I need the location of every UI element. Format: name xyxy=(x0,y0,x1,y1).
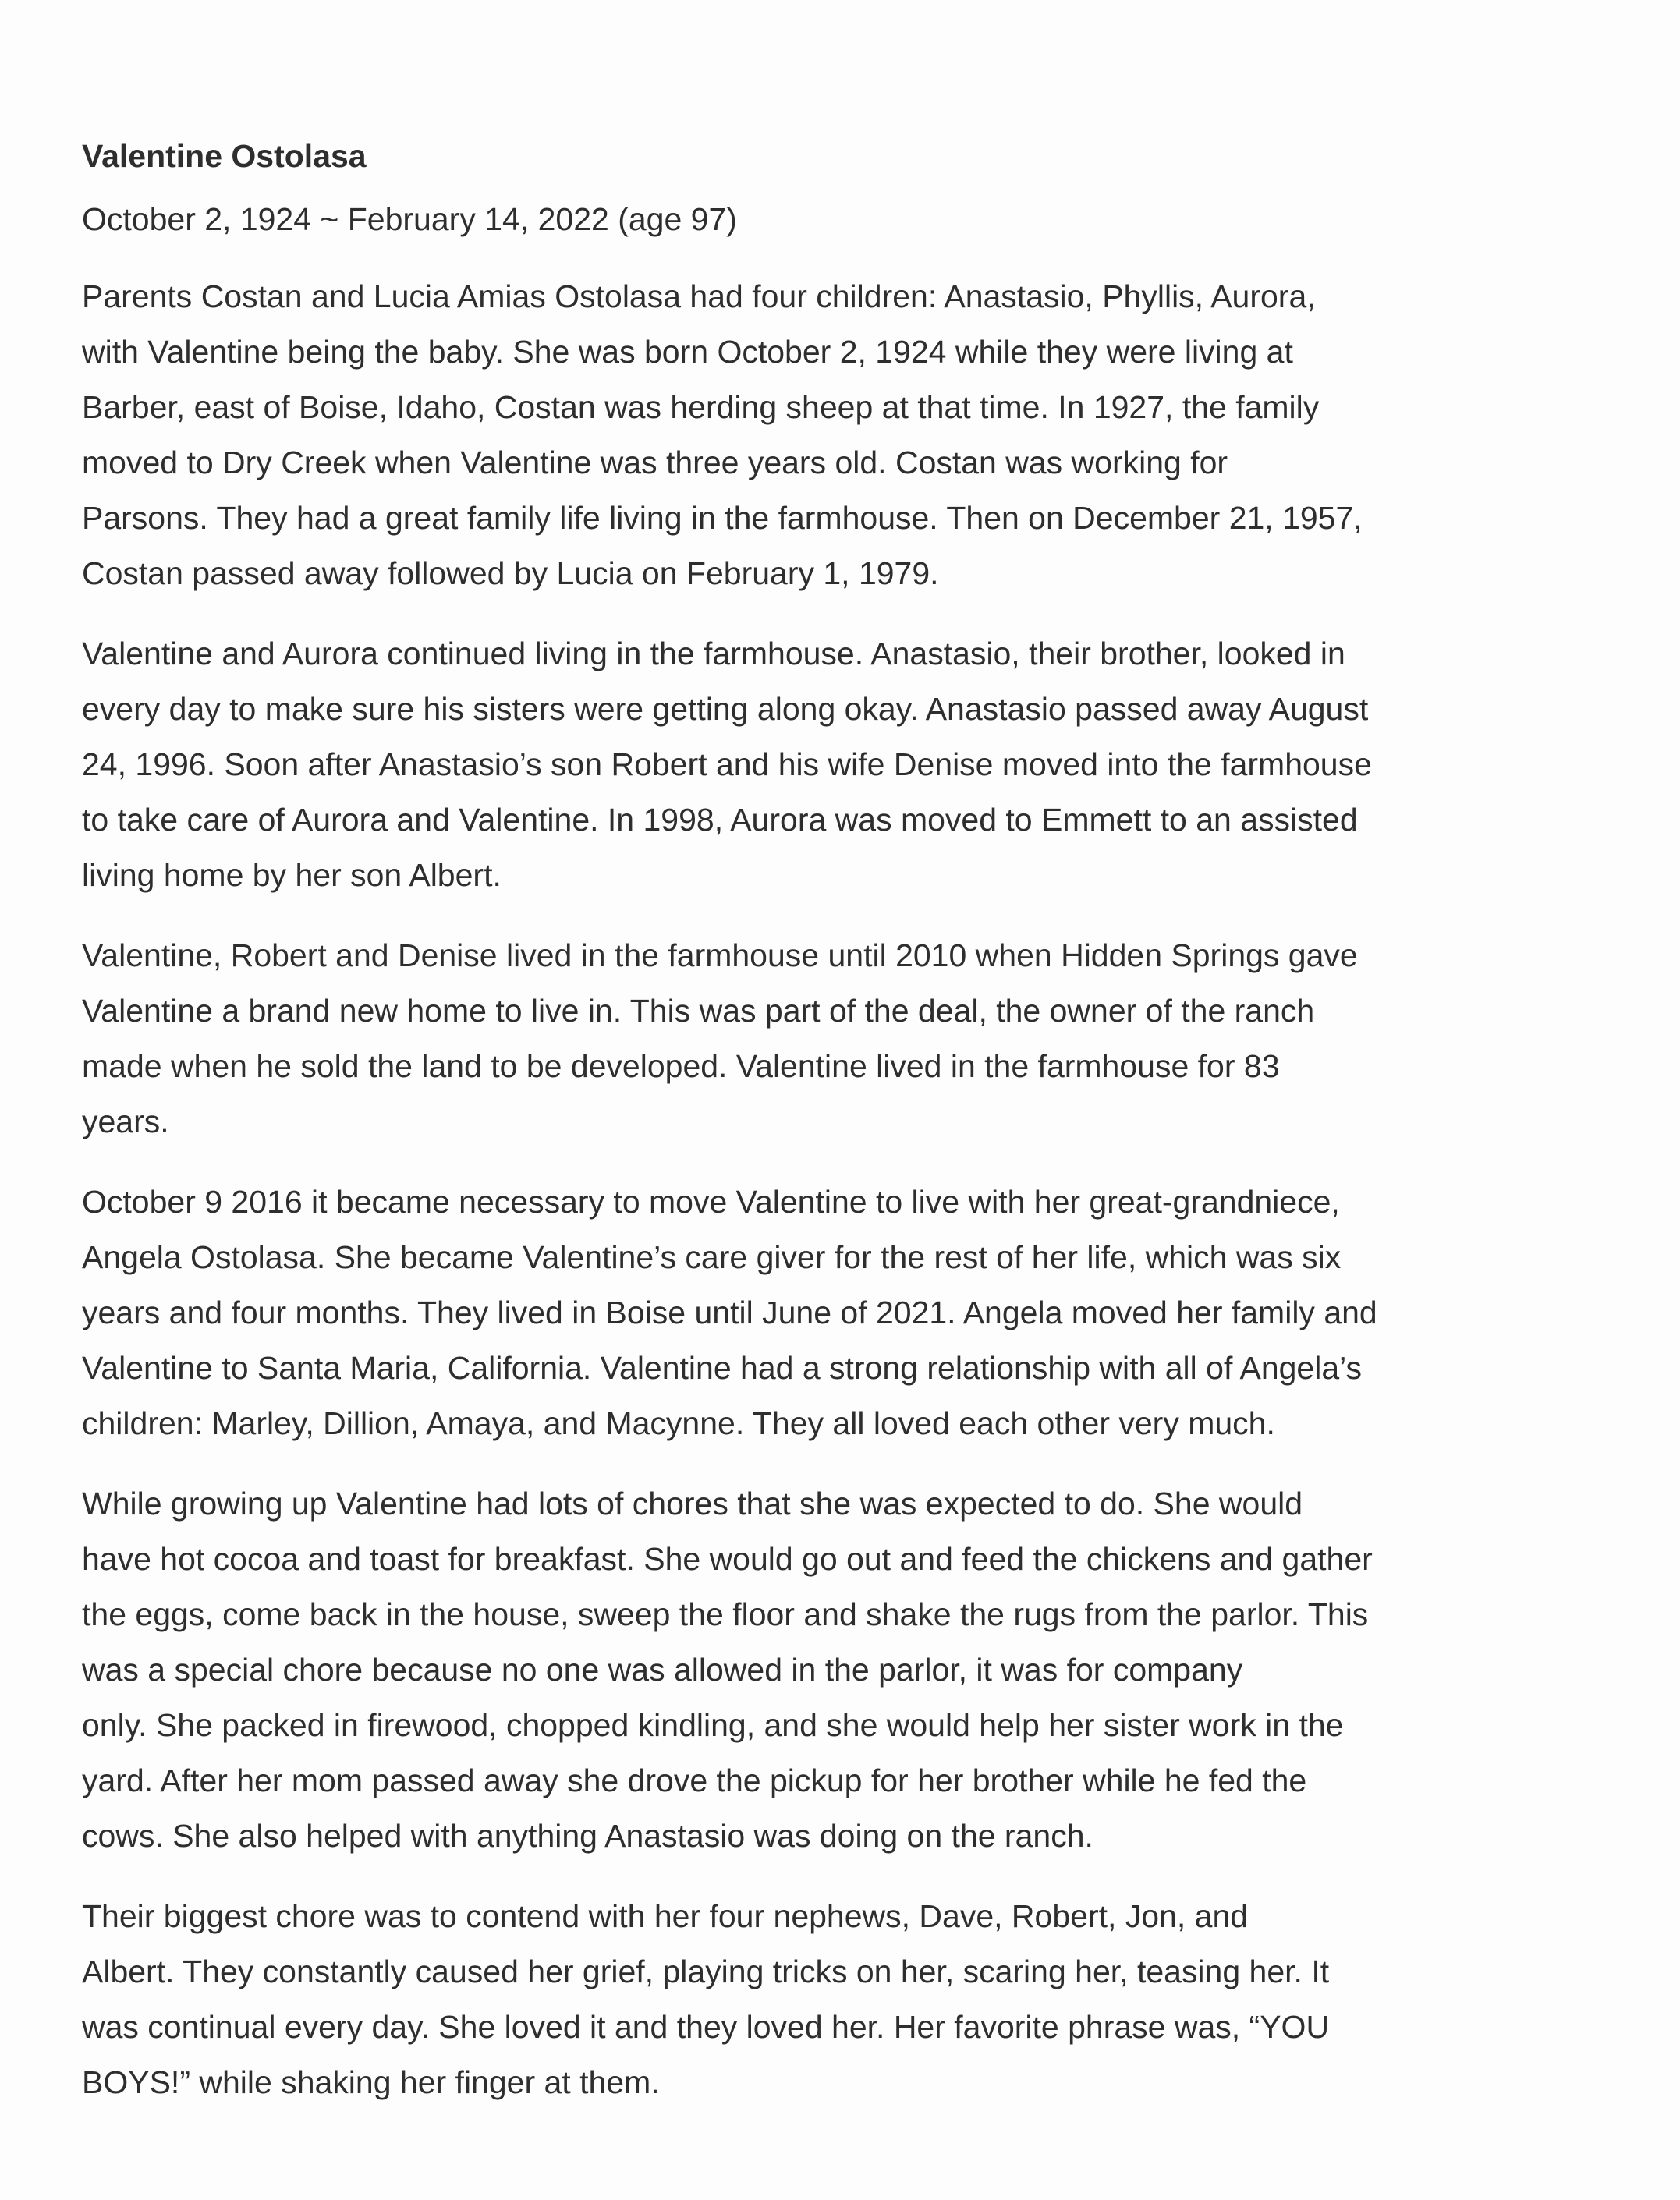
text-line: cows. She also helped with anything Anastasio was doing on the ranch. xyxy=(82,1818,1093,1854)
paragraph xyxy=(82,1889,1611,2110)
text-line: yard. After her mom passed away she drove the pickup for her brother while he fed the xyxy=(82,1762,1307,1798)
text-line: BOYS!” while shaking her finger at them. xyxy=(82,2064,660,2100)
text-line: years. xyxy=(82,1104,169,1139)
text-line: moved to Dry Creek when Valentine was three years old. Costan was working for xyxy=(82,445,1228,480)
paragraph xyxy=(82,626,1611,903)
text-line: the eggs, come back in the house, sweep the floor and shake the rugs from the parlor. This xyxy=(82,1596,1369,1632)
text-line: Angela Ostolasa. She became Valentine’s care giver for the rest of her life, which was six xyxy=(82,1239,1342,1275)
text-line: only. She packed in firewood, chopped kindling, and she would help her sister work in the xyxy=(82,1707,1344,1743)
text-line: Valentine a brand new home to live in. This was part of the deal, the owner of the ranch xyxy=(82,993,1315,1029)
text-line: made when he sold the land to be developed. Valentine lived in the farmhouse for 83 xyxy=(82,1048,1280,1084)
paragraph xyxy=(82,269,1611,601)
text-line: 24, 1996. Soon after Anastasio’s son Robert and his wife Denise moved into the farmhouse xyxy=(82,746,1372,782)
text-line: Valentine, Robert and Denise lived in the farmhouse until 2010 when Hidden Springs gave xyxy=(82,937,1358,973)
text-line: While growing up Valentine had lots of chores that she was expected to do. She would xyxy=(82,1486,1303,1522)
text-line: Barber, east of Boise, Idaho, Costan was herding sheep at that time. In 1927, the family xyxy=(82,389,1320,425)
text-line: Parsons. They had a great family life living in the farmhouse. Then on December 21, 1957, xyxy=(82,500,1363,536)
text-line: Albert. They constantly caused her grief, playing tricks on her, scaring her, teasing her. It xyxy=(82,1954,1330,1989)
text-line: every day to make sure his sisters were getting along okay. Anastasio passed away August xyxy=(82,691,1369,727)
text-line: with Valentine being the baby. She was born October 2, 1924 while they were living at xyxy=(82,334,1293,370)
paragraph xyxy=(82,1476,1611,1864)
text-line: children: Marley, Dillion, Amaya, and Macynne. They all loved each other very much. xyxy=(82,1405,1275,1441)
text-line: Parents Costan and Lucia Amias Ostolasa had four children: Anastasio, Phyllis, Aurora, xyxy=(82,278,1316,314)
obituary-document xyxy=(82,133,1611,2135)
text-line: Valentine and Aurora continued living in the farmhouse. Anastasio, their brother, looked in xyxy=(82,636,1345,671)
text-line: living home by her son Albert. xyxy=(82,857,502,893)
text-line: was continual every day. She loved it and they loved her. Her favorite phrase was, “YOU xyxy=(82,2009,1330,2045)
page-title: Valentine Ostolasa xyxy=(82,138,367,174)
text-line: have hot cocoa and toast for breakfast. She would go out and feed the chickens and gather xyxy=(82,1541,1373,1577)
text-line: Their biggest chore was to contend with her four nephews, Dave, Robert, Jon, and xyxy=(82,1898,1249,1934)
text-line: was a special chore because no one was allowed in the parlor, it was for company xyxy=(82,1652,1243,1688)
text-line: to take care of Aurora and Valentine. In 1998, Aurora was moved to Emmett to an assisted xyxy=(82,802,1358,838)
text-line: October 9 2016 it became necessary to move Valentine to live with her great-grandniece, xyxy=(82,1184,1340,1220)
text-line: Valentine to Santa Maria, California. Valentine had a strong relationship with all of Angela’s xyxy=(82,1350,1363,1386)
text-line: years and four months. They lived in Boise until June of 2021. Angela moved her family and xyxy=(82,1295,1377,1330)
body-text xyxy=(82,269,1611,2110)
paragraph xyxy=(82,928,1611,1150)
paragraph xyxy=(82,1174,1611,1451)
life-dates: October 2, 1924 ~ February 14, 2022 (age 97) xyxy=(82,201,737,237)
text-line: Costan passed away followed by Lucia on February 1, 1979. xyxy=(82,555,939,591)
